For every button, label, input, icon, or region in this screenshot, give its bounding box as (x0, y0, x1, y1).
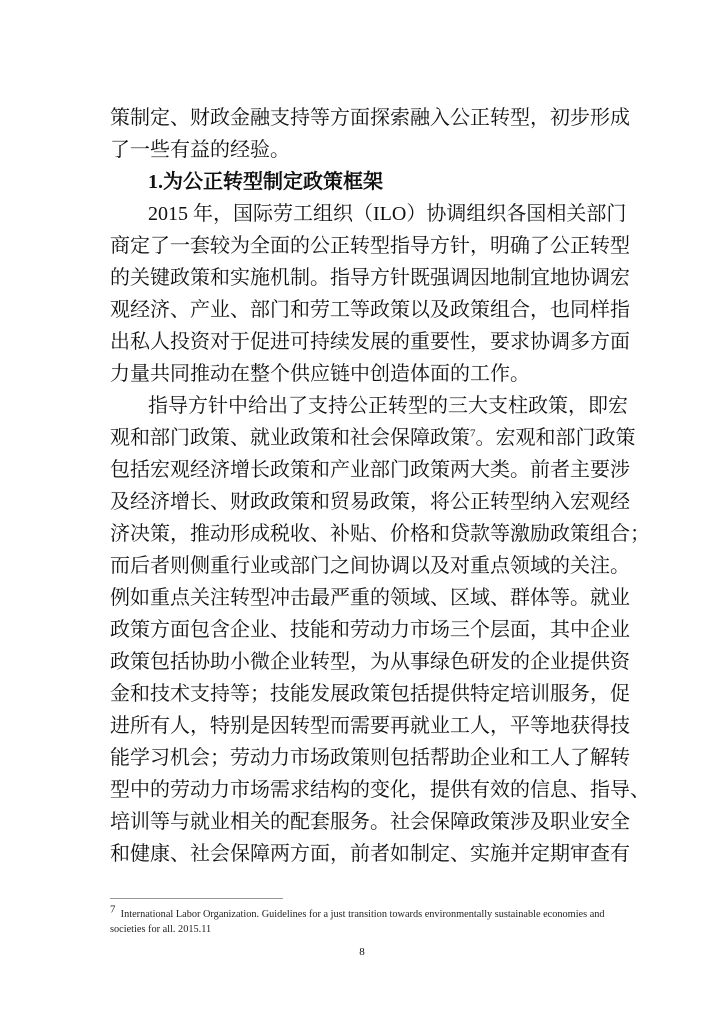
text-line: 例如重点关注转型冲击最严重的领域、区域、群体等。就业 (110, 587, 630, 609)
text-segment: 。宏观和部门政策 (475, 427, 636, 449)
text-line: 能学习机会；劳动力市场政策则包括帮助企业和工人了解转 (110, 747, 630, 769)
text-line: 策制定、财政金融支持等方面探索融入公正转型，初步形成 (110, 107, 630, 129)
text-line: 政策方面包含企业、技能和劳动力市场三个层面，其中企业 (110, 619, 630, 641)
footnote-text: International Labor Organization. Guidelines for a just transition towards environmentally sustainable economies and societies for all. 2015.11 (110, 909, 605, 935)
text-line: 的关键政策和实施机制。指导方针既强调因地制宜地协调宏 (110, 267, 630, 289)
text-line: 而后者则侧重行业或部门之间协调以及对重点领域的关注。 (110, 555, 630, 577)
text-line: 指导方针中给出了支持公正转型的三大支柱政策，即宏 (148, 395, 628, 417)
text-line: 培训等与就业相关的配套服务。社会保障政策涉及职业安全 (110, 811, 630, 833)
footnote-divider (110, 898, 283, 899)
text-line: 商定了一套较为全面的公正转型指导方针，明确了公正转型 (110, 235, 630, 257)
text-line: 进所有人，特别是因转型而需要再就业工人，平等地获得技 (110, 715, 630, 737)
text-line: 包括宏观经济增长政策和产业部门政策两大类。前者主要涉 (110, 459, 630, 481)
text-line: 出私人投资对于促进可持续发展的重要性，要求协调多方面 (110, 331, 630, 353)
page-number: 8 (359, 946, 365, 958)
text-line: 型中的劳动力市场需求结构的变化，提供有效的信息、指导、 (110, 779, 650, 801)
text-line: 和健康、社会保障两方面，前者如制定、实施并定期审查有 (110, 843, 630, 865)
text-line: 2015 年，国际劳工组织（ILO）协调组织各国相关部门 (148, 203, 627, 225)
body-text (110, 102, 650, 870)
text-segment: 观和部门政策、就业政策和社会保障政策 (110, 427, 470, 449)
text-line: 政策包括协助小微企业转型，为从事绿色研发的企业提供资 (110, 651, 630, 673)
text-line: 力量共同推动在整个供应链中创造体面的工作。 (110, 363, 530, 385)
text-line (110, 422, 636, 454)
footnote-number: 7 (110, 903, 116, 916)
text-line: 观经济、产业、部门和劳工等政策以及政策组合，也同样指 (110, 299, 630, 321)
footnote-ref[interactable]: 7 (470, 427, 476, 440)
footnote (110, 903, 620, 937)
text-line: 金和技术支持等；技能发展政策包括提供特定培训服务，促 (110, 683, 630, 705)
text-line: 及经济增长、财政政策和贸易政策，将公正转型纳入宏观经 (110, 491, 630, 513)
text-line: 了一些有益的经验。 (110, 139, 290, 161)
section-heading: 1.为公正转型制定政策框架 (148, 171, 383, 193)
text-line: 济决策，推动形成税收、补贴、价格和贷款等激励政策组合； (110, 523, 650, 545)
